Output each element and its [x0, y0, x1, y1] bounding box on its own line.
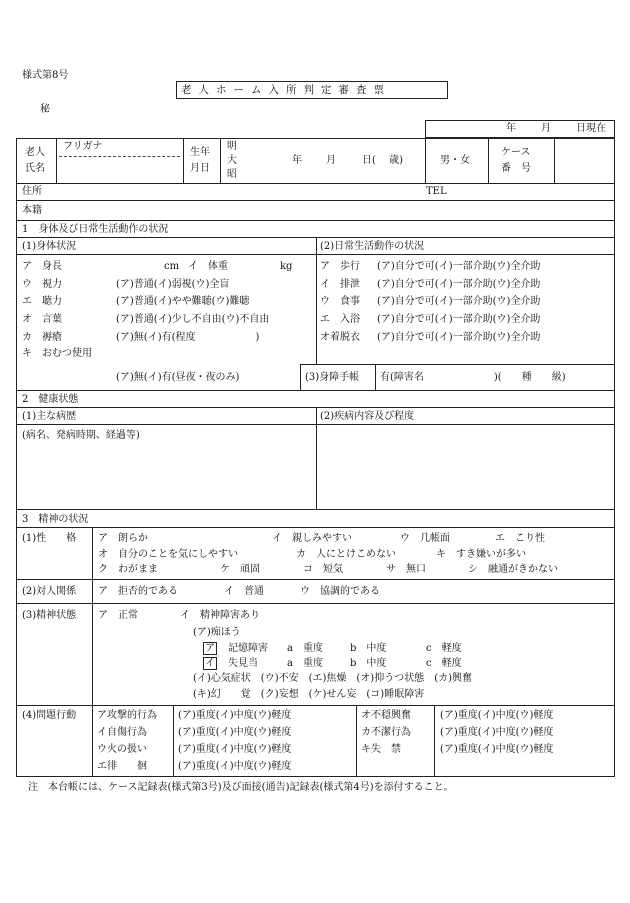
form-number: 様式第8号 [22, 70, 69, 81]
behavior-aggressive: ア攻撃的行為 [97, 710, 157, 721]
severity-selfharm[interactable]: (ア)重度(イ)中度(ウ)軽度 [178, 727, 292, 738]
era-showa: 昭 [227, 169, 237, 180]
history-title: (1)主な病歴 [22, 411, 77, 422]
personality-o[interactable]: オ 自分のことを気にしやすい [98, 549, 238, 560]
severity-agitation[interactable]: (ア)重度(イ)中度(ウ)軽度 [440, 710, 554, 721]
furigana-divider [59, 156, 180, 157]
behavior-selfharm: イ自傷行為 [97, 727, 147, 738]
relations-a[interactable]: ア 拒否的である [98, 586, 178, 597]
relations-i[interactable]: イ 普通 [224, 586, 264, 597]
hearing-value[interactable]: (ア)普通(イ)やや難聴(ウ)難聴 [116, 296, 250, 307]
severity-unclean[interactable]: (ア)重度(イ)中度(ウ)軽度 [440, 727, 554, 738]
personality-ku[interactable]: ク わがまま [98, 564, 158, 575]
mental-dementia[interactable]: (ア)痴ほう [193, 627, 241, 638]
behavior-agitation: オ不穏興奮 [361, 710, 411, 721]
bedsore-label: カ 褥瘡 [22, 332, 62, 343]
behavior-fire: ウ火の扱い [97, 744, 147, 755]
walking-value[interactable]: (ア)自分で可(イ)一部介助(ウ)全介助 [377, 261, 541, 272]
weight-unit: kg [280, 261, 293, 272]
severity-incontinence[interactable]: (ア)重度(イ)中度(ウ)軽度 [440, 744, 554, 755]
relations-label: (2)対人関係 [22, 586, 77, 597]
bathing-value[interactable]: (ア)自分で可(イ)一部介助(ウ)全介助 [377, 314, 541, 325]
name-label-1: 老人 [25, 147, 45, 158]
memory-level-b[interactable]: b 中度 [350, 643, 387, 654]
birth-label-2: 月日 [190, 163, 210, 174]
dressing-label: オ着脱衣 [320, 332, 360, 343]
mental-line2[interactable]: (イ)心気症状 (ウ)不安 (エ)焦燥 (オ)抑うつ状態 (カ)興奮 [193, 673, 473, 684]
memory-level-c[interactable]: c 軽度 [426, 643, 462, 654]
furigana-label: フリガナ [63, 141, 103, 152]
weight-label: イ 体重 [188, 261, 228, 272]
personality-e[interactable]: エ こり性 [495, 533, 545, 544]
disorientation-label: 失見当 [228, 658, 258, 669]
personality-u[interactable]: ウ 几帳面 [400, 533, 450, 544]
eating-label: ウ 食事 [320, 296, 360, 307]
eating-value[interactable]: (ア)自分で可(イ)一部介助(ウ)全介助 [377, 296, 541, 307]
behavior-label: (4)問題行動 [22, 710, 77, 721]
disability-title: (3)身障手帳 [305, 372, 360, 383]
personality-ki[interactable]: キ すき嫌いが多い [436, 549, 526, 560]
domicile-label: 本籍 [22, 205, 42, 216]
diaper-label: キ おむつ使用 [22, 348, 92, 359]
personality-a[interactable]: ア 朗らか [98, 533, 148, 544]
date-year: 年 [506, 123, 516, 134]
sex-field[interactable]: 男・女 [440, 155, 470, 166]
section1-title: 1 身体及び日常生活動作の状況 [22, 224, 169, 235]
secret-mark: 秘 [40, 104, 50, 115]
disability-value[interactable]: 有(障害名 )( 種 級) [380, 372, 566, 383]
personality-label: (1)性 格 [22, 533, 77, 544]
behavior-wandering: エ徘 徊 [97, 761, 147, 772]
severity-aggressive[interactable]: (ア)重度(イ)中度(ウ)軽度 [178, 710, 292, 721]
form-title: 老人ホーム入所判定審査票 [181, 84, 391, 96]
excretion-label: イ 排泄 [320, 279, 360, 290]
disease-title: (2)疾病内容及び程度 [320, 411, 415, 422]
mental-line3[interactable]: (キ)幻 覚 (ク)妄想 (ケ)せん妄 (コ)睡眠障害 [193, 689, 425, 700]
speech-label: オ 言葉 [22, 314, 62, 325]
personality-ka[interactable]: カ 人にとけこめない [296, 549, 396, 560]
personality-ko[interactable]: コ 短気 [303, 564, 343, 575]
disorientation-mark: イ [205, 658, 215, 669]
adl-title: (2)日常生活動作の状況 [320, 241, 425, 252]
mental-label: (3)精神状態 [22, 610, 77, 621]
mental-disorder[interactable]: イ 精神障害あり [180, 610, 260, 621]
memory-level-a[interactable]: a 重度 [287, 643, 323, 654]
address-label: 住所 [22, 186, 42, 197]
date-day: 日現在 [576, 123, 606, 134]
walking-label: ア 歩行 [320, 261, 360, 272]
era-meiji: 明 [227, 141, 237, 152]
personality-ke[interactable]: ケ 頑固 [220, 564, 260, 575]
personality-i[interactable]: イ 親しみやすい [272, 533, 352, 544]
birth-month: 月 [326, 155, 336, 166]
memory-label: 記憶障害 [228, 643, 268, 654]
birth-year: 年 [292, 155, 302, 166]
excretion-value[interactable]: (ア)自分で可(イ)一部介助(ウ)全介助 [377, 279, 541, 290]
name-label-2: 氏名 [25, 163, 45, 174]
name-input[interactable] [60, 158, 180, 180]
speech-value[interactable]: (ア)普通(イ)少し不自由(ウ)不自由 [116, 314, 270, 325]
physical-title: (1)身体状況 [22, 241, 77, 252]
behavior-unclean: カ不潔行為 [361, 727, 411, 738]
bedsore-value[interactable]: (ア)無(イ)有(程度 ) [116, 332, 260, 343]
tel-label: TEL [426, 186, 447, 197]
history-area[interactable] [20, 446, 312, 506]
severity-wandering[interactable]: (ア)重度(イ)中度(ウ)軽度 [178, 761, 292, 772]
relations-u[interactable]: ウ 協調的である [300, 586, 380, 597]
diaper-value[interactable]: (ア)無(イ)有(昼夜・夜のみ) [116, 372, 240, 383]
height-unit: cm [164, 261, 180, 272]
severity-fire[interactable]: (ア)重度(イ)中度(ウ)軽度 [178, 744, 292, 755]
vision-value[interactable]: (ア)普通(イ)弱視(ウ)全盲 [116, 279, 230, 290]
birth-day-age: 日( 歳) [362, 155, 403, 166]
case-label-1: ケース [501, 147, 531, 158]
disease-area[interactable] [320, 428, 612, 506]
disorientation-level-b[interactable]: b 中度 [350, 658, 387, 669]
memory-mark: ア [205, 643, 215, 654]
hearing-label: エ 聴力 [22, 296, 62, 307]
footer-note: 注 本台帳には、ケース記録表(様式第3号)及び面接(通告)記録表(様式第4号)を添付すること。 [28, 782, 454, 793]
vision-label: ウ 視力 [22, 279, 62, 290]
dressing-value[interactable]: (ア)自分で可(イ)一部介助(ウ)全介助 [377, 332, 541, 343]
date-month: 月 [541, 123, 551, 134]
mental-normal[interactable]: ア 正常 [98, 610, 138, 621]
personality-shi[interactable]: シ 融通がきかない [468, 564, 558, 575]
disorientation-level-a[interactable]: a 重度 [287, 658, 323, 669]
section2-title: 2 健康状態 [22, 394, 79, 405]
history-note: (病名、発病時期、経過等) [22, 430, 140, 441]
era-taisho: 大 [227, 155, 237, 166]
section3-title: 3 精神の状況 [22, 514, 89, 525]
case-label-2: 番 号 [501, 163, 531, 174]
birth-label-1: 生年 [190, 147, 210, 158]
height-label: ア 身長 [22, 261, 62, 272]
personality-sa[interactable]: サ 無口 [386, 564, 426, 575]
disorientation-level-c[interactable]: c 軽度 [426, 658, 462, 669]
behavior-incontinence: キ失 禁 [361, 744, 401, 755]
bathing-label: エ 入浴 [320, 314, 360, 325]
